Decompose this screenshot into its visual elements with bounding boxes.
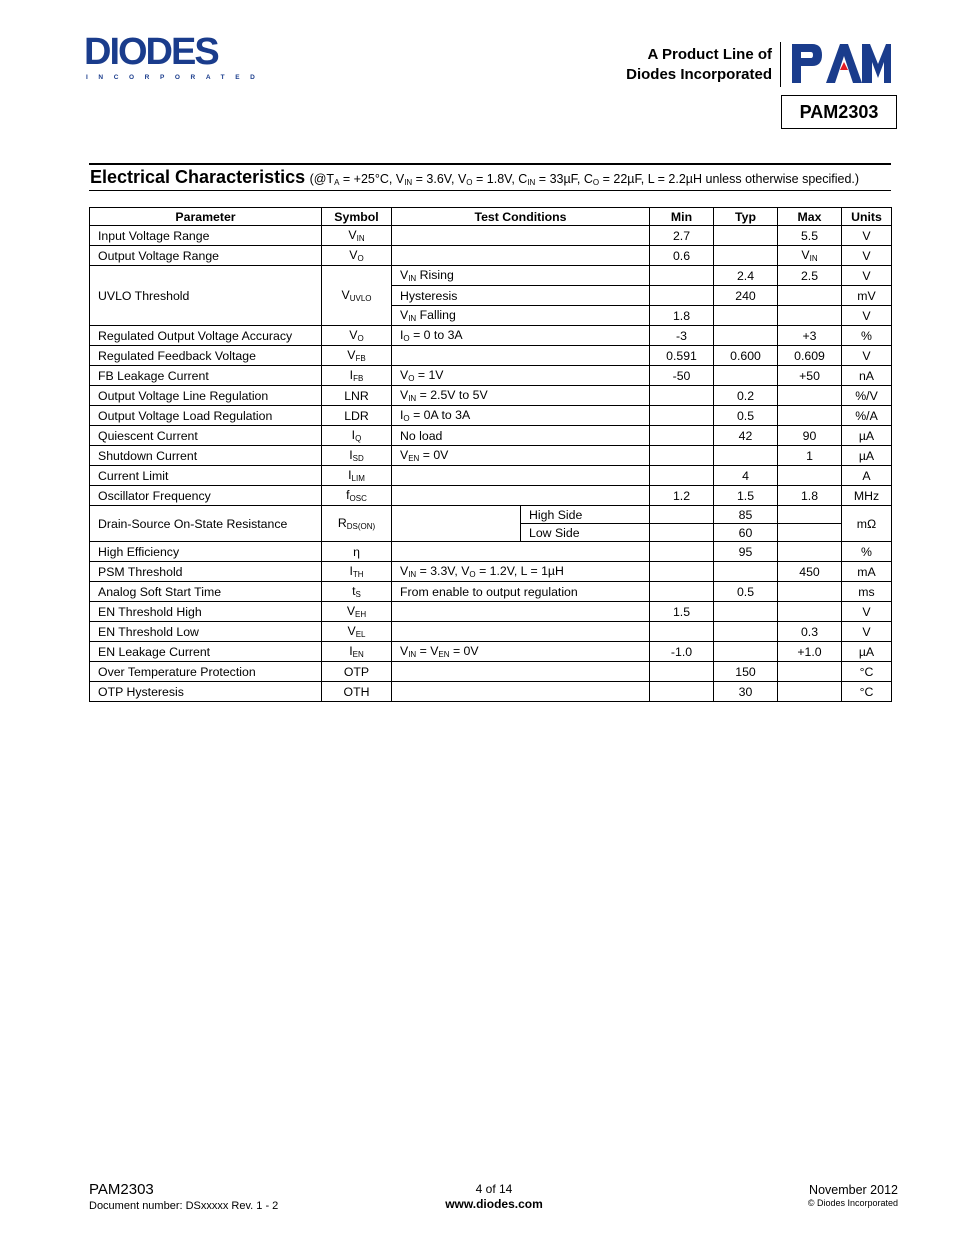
- table-row: [90, 406, 892, 426]
- symbol-cell: $R_{DS(ON)}$: [322, 506, 392, 542]
- col-header-test-conditions: Test Conditions: [392, 208, 650, 226]
- param-cell: Regulated Feedback Voltage: [90, 346, 322, 366]
- param-cell: Shutdown Current: [90, 446, 322, 466]
- param-cell: OTP Hysteresis: [90, 682, 322, 702]
- min-cell: [650, 524, 714, 542]
- unit-cell: nA: [842, 366, 892, 386]
- condition-cell: $V_{IN} = 2.5V$ to 5V: [392, 386, 650, 406]
- section-title-text: Electrical Characteristics: [90, 167, 306, 187]
- unit-cell: °C: [842, 682, 892, 702]
- min-cell: [650, 406, 714, 426]
- unit-cell: V: [842, 246, 892, 266]
- min-cell: 2.7: [650, 226, 714, 246]
- symbol-cell: $I_{LIM}$: [322, 466, 392, 486]
- table-row: [90, 226, 892, 246]
- col-header-min: Min: [650, 208, 714, 226]
- table-row: [90, 266, 892, 286]
- max-cell: 1: [778, 446, 842, 466]
- typ-cell: 30: [714, 682, 778, 702]
- diodes-logo-incorporated: INCORPORATED: [86, 74, 266, 81]
- unit-cell: V: [842, 226, 892, 246]
- min-cell: [650, 446, 714, 466]
- symbol-cell: LDR: [322, 406, 392, 426]
- col-header-symbol: Symbol: [322, 208, 392, 226]
- min-cell: [650, 582, 714, 602]
- typ-cell: 85: [714, 506, 778, 524]
- typ-cell: 60: [714, 524, 778, 542]
- tagline-line1: A Product Line of: [647, 46, 772, 63]
- diodes-logo-word: DIODES: [84, 31, 218, 73]
- typ-cell: 0.5: [714, 406, 778, 426]
- table-row: [90, 642, 892, 662]
- typ-cell: 240: [714, 286, 778, 306]
- max-cell: 450: [778, 562, 842, 582]
- min-cell: 1.2: [650, 486, 714, 506]
- min-cell: [650, 682, 714, 702]
- table-row: [90, 506, 892, 524]
- table-row: [90, 662, 892, 682]
- unit-cell: V: [842, 622, 892, 642]
- min-cell: [650, 562, 714, 582]
- unit-cell: A: [842, 466, 892, 486]
- param-cell: High Efficiency: [90, 542, 322, 562]
- condition-cell: [392, 506, 521, 542]
- high-side-label: High Side: [521, 506, 650, 524]
- min-cell: [650, 506, 714, 524]
- symbol-cell: $I_Q$: [322, 426, 392, 446]
- param-cell: EN Threshold Low: [90, 622, 322, 642]
- min-cell: 1.5: [650, 602, 714, 622]
- typ-cell: [714, 246, 778, 266]
- unit-cell: µA: [842, 426, 892, 446]
- electrical-characteristics-table: [89, 207, 892, 702]
- unit-cell: mΩ: [842, 506, 892, 542]
- tagline-line2: Diodes Incorporated: [626, 66, 772, 83]
- typ-cell: 95: [714, 542, 778, 562]
- symbol-cell: $I_{EN}$: [322, 642, 392, 662]
- symbol-cell: $V_{FB}$: [322, 346, 392, 366]
- min-cell: [650, 266, 714, 286]
- unit-cell: °C: [842, 662, 892, 682]
- low-side-label: Low Side: [521, 524, 650, 542]
- table-row: [90, 346, 892, 366]
- condition-cell: $V_{IN}$ Falling: [392, 306, 650, 326]
- condition-cell: $V_{IN}$ Rising: [392, 266, 650, 286]
- max-cell: [778, 542, 842, 562]
- min-cell: -1.0: [650, 642, 714, 662]
- max-cell: [778, 466, 842, 486]
- symbol-cell: $V_O$: [322, 326, 392, 346]
- condition-cell: $I_O = 0$ to 3A: [392, 326, 650, 346]
- max-cell: 0.3: [778, 622, 842, 642]
- max-cell: [778, 386, 842, 406]
- max-cell: 0.609: [778, 346, 842, 366]
- param-cell: EN Leakage Current: [90, 642, 322, 662]
- param-cell: PSM Threshold: [90, 562, 322, 582]
- max-cell: 5.5: [778, 226, 842, 246]
- unit-cell: %/A: [842, 406, 892, 426]
- typ-cell: [714, 642, 778, 662]
- max-cell: [778, 286, 842, 306]
- param-cell: Regulated Output Voltage Accuracy: [90, 326, 322, 346]
- max-cell: [778, 406, 842, 426]
- condition-cell: [392, 662, 650, 682]
- symbol-cell: $f_{OSC}$: [322, 486, 392, 506]
- unit-cell: V: [842, 346, 892, 366]
- min-cell: -3: [650, 326, 714, 346]
- col-header-parameter: Parameter: [90, 208, 322, 226]
- param-cell: Quiescent Current: [90, 426, 322, 446]
- typ-cell: [714, 306, 778, 326]
- condition-cell: [392, 602, 650, 622]
- typ-cell: 150: [714, 662, 778, 682]
- footer-copyright: © Diodes Incorporated: [807, 1198, 898, 1208]
- symbol-cell: $V_{EL}$: [322, 622, 392, 642]
- param-cell: Output Voltage Range: [90, 246, 322, 266]
- min-cell: 1.8: [650, 306, 714, 326]
- unit-cell: ms: [842, 582, 892, 602]
- unit-cell: mV: [842, 286, 892, 306]
- symbol-cell: $I_{FB}$: [322, 366, 392, 386]
- typ-cell: [714, 622, 778, 642]
- max-cell: [778, 662, 842, 682]
- condition-cell: [392, 246, 650, 266]
- min-cell: -50: [650, 366, 714, 386]
- footer-date: November 2012: [809, 1183, 898, 1197]
- table-body: [90, 226, 892, 702]
- min-cell: [650, 622, 714, 642]
- condition-cell: $I_O = 0A$ to 3A: [392, 406, 650, 426]
- table-row: [90, 682, 892, 702]
- typ-cell: 2.4: [714, 266, 778, 286]
- min-cell: [650, 662, 714, 682]
- param-cell: EN Threshold High: [90, 602, 322, 622]
- condition-cell: [392, 622, 650, 642]
- condition-cell: $V_{IN} = V_{EN} = 0V$: [392, 642, 650, 662]
- table-row: [90, 326, 892, 346]
- table-row: [90, 622, 892, 642]
- param-cell: Drain-Source On-State Resistance: [90, 506, 322, 542]
- max-cell: [778, 524, 842, 542]
- param-cell: Analog Soft Start Time: [90, 582, 322, 602]
- param-cell: Output Voltage Line Regulation: [90, 386, 322, 406]
- table-row: [90, 486, 892, 506]
- tagline: [626, 45, 772, 85]
- footer-document-number: Document number: DSxxxxx Rev. 1 - 2: [89, 1200, 279, 1212]
- part-number-box: PAM2303: [781, 95, 897, 129]
- param-cell: Output Voltage Load Regulation: [90, 406, 322, 426]
- unit-cell: V: [842, 306, 892, 326]
- max-cell: [778, 306, 842, 326]
- typ-cell: [714, 366, 778, 386]
- typ-cell: 4: [714, 466, 778, 486]
- param-cell: Over Temperature Protection: [90, 662, 322, 682]
- typ-cell: [714, 326, 778, 346]
- typ-cell: [714, 226, 778, 246]
- footer-part-number: PAM2303: [89, 1181, 154, 1198]
- section-rule-top: [89, 163, 891, 165]
- symbol-cell: $t_S$: [322, 582, 392, 602]
- min-cell: [650, 542, 714, 562]
- table-header-row: [90, 208, 892, 226]
- table-row: [90, 542, 892, 562]
- symbol-cell: OTP: [322, 662, 392, 682]
- max-cell: $V_{IN}$: [778, 246, 842, 266]
- condition-cell: $V_{IN} = 3.3V$, $V_O = 1.2V$, L = 1µH: [392, 562, 650, 582]
- table-row: [90, 446, 892, 466]
- symbol-cell: $V_O$: [322, 246, 392, 266]
- symbol-cell: $V_{EH}$: [322, 602, 392, 622]
- min-cell: [650, 466, 714, 486]
- min-cell: [650, 286, 714, 306]
- unit-cell: V: [842, 266, 892, 286]
- table-row: [90, 602, 892, 622]
- typ-cell: 0.600: [714, 346, 778, 366]
- symbol-cell: $I_{TH}$: [322, 562, 392, 582]
- condition-cell: [392, 346, 650, 366]
- max-cell: [778, 682, 842, 702]
- param-cell: Oscillator Frequency: [90, 486, 322, 506]
- section-rule-bottom: [89, 190, 891, 191]
- symbol-cell: $V_{IN}$: [322, 226, 392, 246]
- condition-cell: Hysteresis: [392, 286, 650, 306]
- condition-cell: [392, 486, 650, 506]
- condition-cell: No load: [392, 426, 650, 446]
- param-cell: UVLO Threshold: [90, 266, 322, 326]
- pam-logo-icon: [790, 40, 892, 86]
- param-cell: FB Leakage Current: [90, 366, 322, 386]
- max-cell: 90: [778, 426, 842, 446]
- max-cell: +3: [778, 326, 842, 346]
- table-row: [90, 582, 892, 602]
- unit-cell: %/V: [842, 386, 892, 406]
- unit-cell: µA: [842, 642, 892, 662]
- symbol-cell: $I_{SD}$: [322, 446, 392, 466]
- min-cell: 0.6: [650, 246, 714, 266]
- unit-cell: MHz: [842, 486, 892, 506]
- symbol-cell: η: [322, 542, 392, 562]
- col-header-typ: Typ: [714, 208, 778, 226]
- param-cell: Current Limit: [90, 466, 322, 486]
- col-header-units: Units: [842, 208, 892, 226]
- min-cell: [650, 386, 714, 406]
- unit-cell: %: [842, 326, 892, 346]
- typ-cell: 0.2: [714, 386, 778, 406]
- min-cell: 0.591: [650, 346, 714, 366]
- condition-cell: $V_O = 1V$: [392, 366, 650, 386]
- unit-cell: mA: [842, 562, 892, 582]
- min-cell: [650, 426, 714, 446]
- table-row: [90, 366, 892, 386]
- max-cell: [778, 506, 842, 524]
- typ-cell: [714, 562, 778, 582]
- unit-cell: %: [842, 542, 892, 562]
- condition-cell: [392, 682, 650, 702]
- table-row: [90, 246, 892, 266]
- condition-cell: [392, 542, 650, 562]
- max-cell: +1.0: [778, 642, 842, 662]
- unit-cell: V: [842, 602, 892, 622]
- table-row: [90, 466, 892, 486]
- typ-cell: 1.5: [714, 486, 778, 506]
- typ-cell: [714, 602, 778, 622]
- header-separator: [780, 42, 781, 87]
- footer-website-link[interactable]: www.diodes.com: [445, 1197, 543, 1211]
- footer-page-number: 4 of 14: [475, 1182, 513, 1196]
- condition-cell: [392, 466, 650, 486]
- typ-cell: [714, 446, 778, 466]
- condition-cell: From enable to output regulation: [392, 582, 650, 602]
- symbol-cell: $V_{UVLO}$: [322, 266, 392, 326]
- param-cell: Input Voltage Range: [90, 226, 322, 246]
- typ-cell: 0.5: [714, 582, 778, 602]
- max-cell: [778, 582, 842, 602]
- max-cell: +50: [778, 366, 842, 386]
- table-row: [90, 426, 892, 446]
- table-row: [90, 386, 892, 406]
- symbol-cell: LNR: [322, 386, 392, 406]
- section-title: [90, 167, 859, 188]
- condition-cell: $V_{EN} = 0V$: [392, 446, 650, 466]
- max-cell: [778, 602, 842, 622]
- table-row: [90, 562, 892, 582]
- symbol-cell: OTH: [322, 682, 392, 702]
- unit-cell: µA: [842, 446, 892, 466]
- typ-cell: 42: [714, 426, 778, 446]
- max-cell: 1.8: [778, 486, 842, 506]
- col-header-max: Max: [778, 208, 842, 226]
- section-conditions: ($@T_A = +25^\circ C$, $V_{IN} = 3.6V$, $V_O = 1.8V$, $C_{IN} = 33\mu F$, $C_O = 22\mu F$, L = 2.2µH unless otherwise specified.): [309, 172, 860, 187]
- max-cell: 2.5: [778, 266, 842, 286]
- condition-cell: [392, 226, 650, 246]
